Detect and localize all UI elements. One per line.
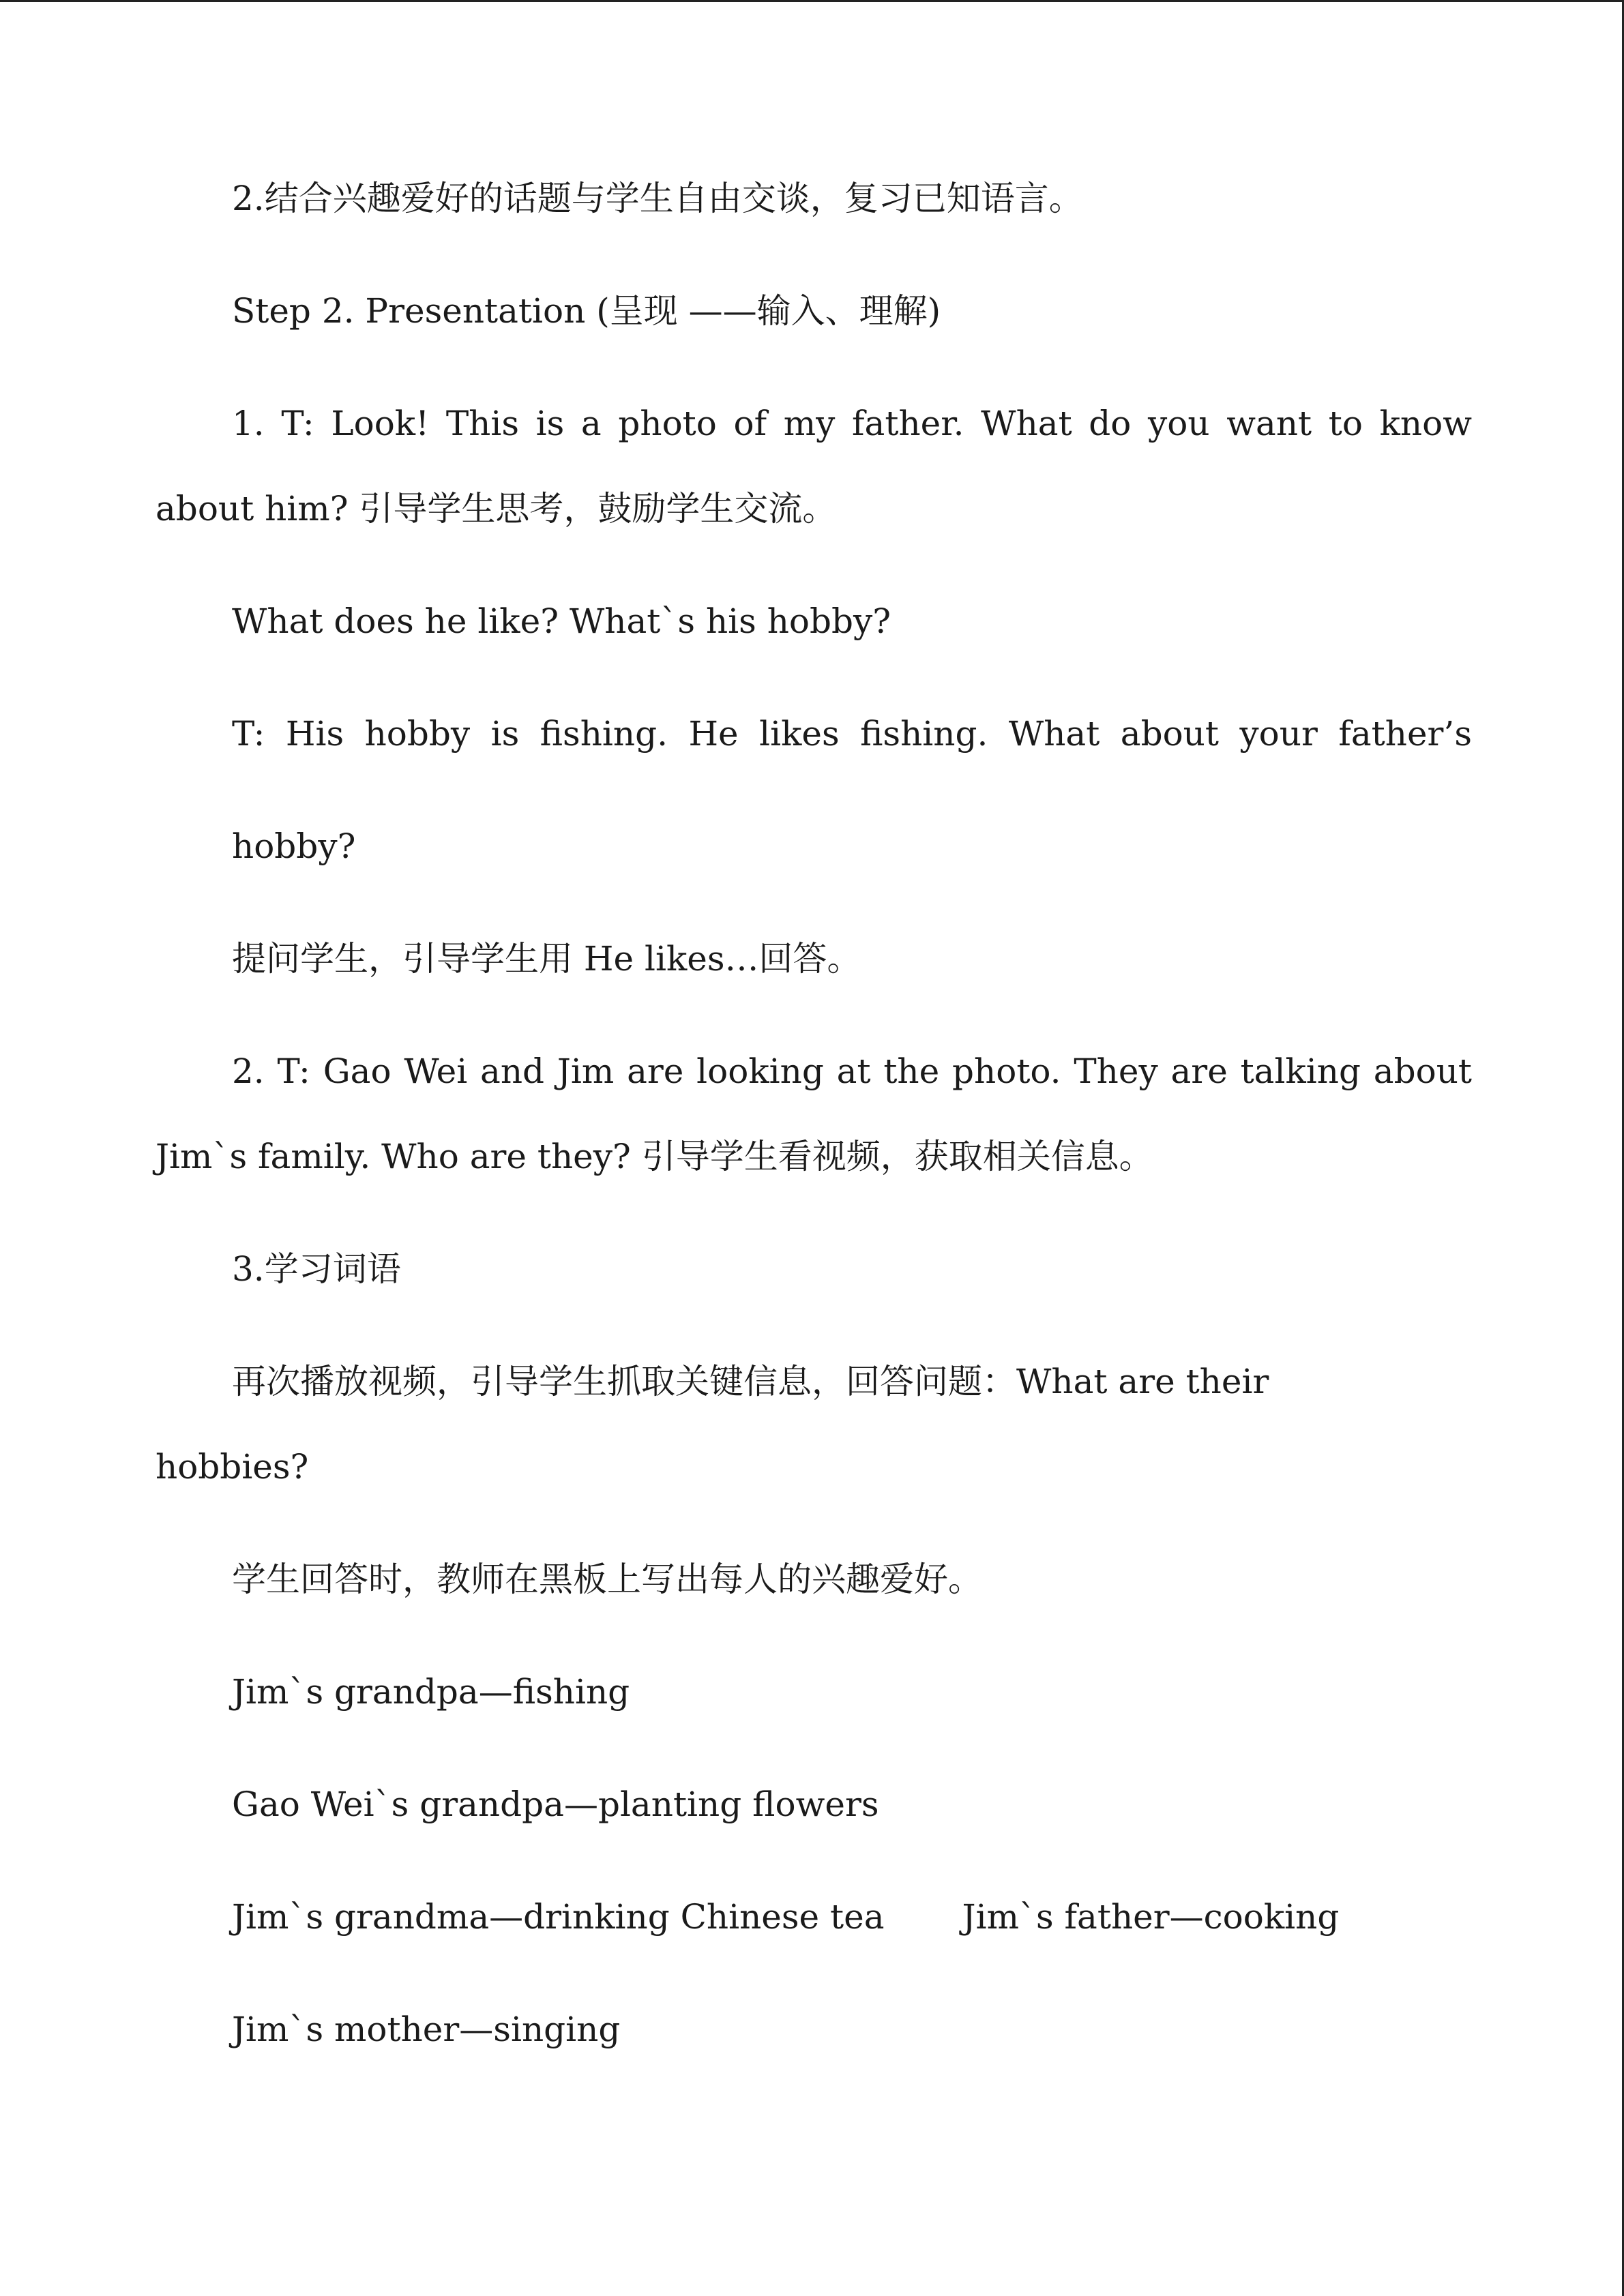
paragraph-line: What does he like? What`s his hobby? [232, 601, 891, 641]
hobby-list-item: Jim`s grandma—drinking Chinese tea [232, 1897, 885, 1937]
paragraph-line: 学生回答时，教师在黑板上写出每人的兴趣爱好。 [232, 1560, 982, 1599]
section-heading: Step 2. Presentation (呈现 ——输入、理解) [232, 291, 941, 331]
hobby-list-row [232, 1894, 1339, 1939]
paragraph-line: 2.结合兴趣爱好的话题与学生自由交谈，复习已知语言。 [232, 179, 1083, 218]
paragraph-line: 提问学生，引导学生用 He likes…回答。 [232, 939, 861, 979]
paragraph-line: T: His hobby is fishing. He likes fishing. What about your father’s [232, 714, 1472, 754]
paragraph-line: 再次播放视频，引导学生抓取关键信息，回答问题：What are their [232, 1362, 1269, 1401]
hobby-list-item: Jim`s father—cooking [962, 1897, 1340, 1937]
paragraph-line: hobbies? [156, 1447, 309, 1487]
hobby-list-item: Jim`s mother—singing [232, 2010, 621, 2049]
paragraph-line: hobby? [232, 826, 356, 866]
hobby-list-item: Gao Wei`s grandpa—planting flowers [232, 1785, 879, 1824]
paragraph-line: about him? 引导学生思考，鼓励学生交流。 [156, 489, 837, 528]
paragraph-line: Jim`s family. Who are they? 引导学生看视频，获取相关信息。 [156, 1137, 1153, 1176]
paragraph-line: 3.学习词语 [232, 1249, 401, 1289]
paragraph-line: 2. T: Gao Wei and Jim are looking at the photo. They are talking about [232, 1052, 1472, 1091]
paragraph-line: 1. T: Look! This is a photo of my father. What do you want to know [232, 404, 1472, 443]
hobby-list-item: Jim`s grandpa—fishing [232, 1672, 630, 1712]
